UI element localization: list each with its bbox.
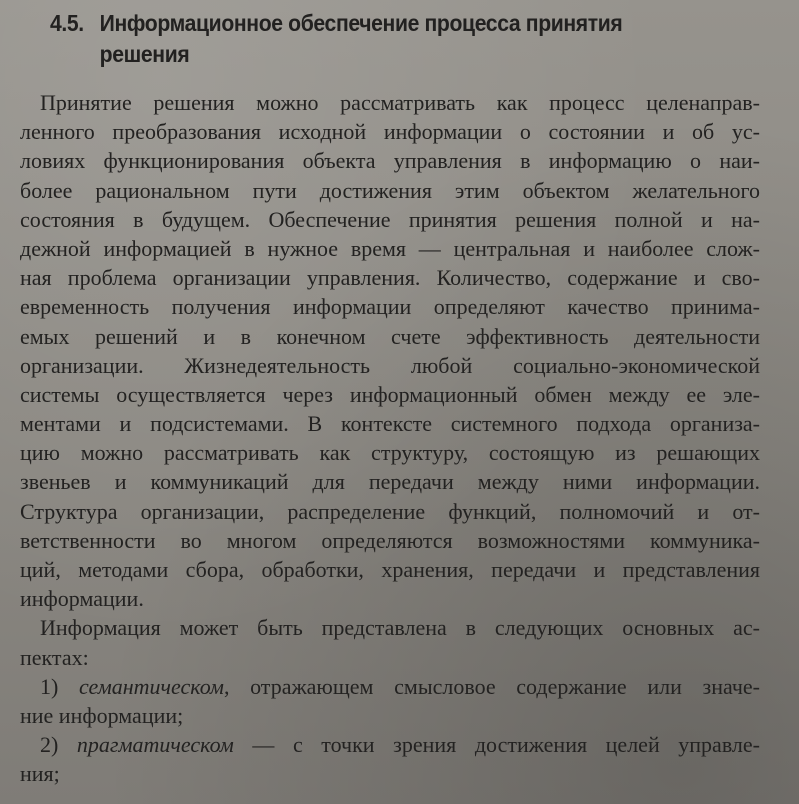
text-line: ментами и подсистемами. В контексте системного подхода организа- xyxy=(20,411,760,437)
text-line: ветственности во многом определяются возможностями коммуника- xyxy=(20,527,760,553)
text-line: звеньев и коммуникаций для передачи между ними информации. xyxy=(20,469,760,495)
section-title-line-1: Информационное обеспечение процесса принятия xyxy=(99,10,623,36)
list-item-pragmatic xyxy=(20,730,760,788)
body-text xyxy=(20,88,760,789)
text-line: ций, методами сбора, обработки, хранения, передачи и представления xyxy=(20,557,760,582)
list-term: семантическом xyxy=(79,673,224,699)
text-line: состояния в будущем. Обеспечение принятия решения полной и на- xyxy=(20,206,760,232)
section-title-line-2: решения xyxy=(99,41,190,67)
text-line: информации. xyxy=(20,586,144,612)
text-line: более рациональном пути достижения этим объектом желательного xyxy=(20,177,760,203)
text-line: дежной информацией в нужное время — центральная и наиболее слож- xyxy=(20,235,760,261)
list-marker: 1) xyxy=(40,673,59,699)
list-text: — с точки зрения достижения целей управле- xyxy=(233,732,760,758)
text-line: емых решений и в конечном счете эффективность деятельности xyxy=(20,323,760,349)
list-item-line xyxy=(20,730,760,759)
text-line: ния; xyxy=(20,761,60,787)
list-term: прагматическом xyxy=(76,732,234,758)
text-line: ленного преобразования исходной информации о состоянии и об ус- xyxy=(20,119,760,145)
text-line: Информация может быть представлена в следующих основных ас- xyxy=(40,615,760,641)
text-line: цию можно рассматривать как структуру, состоящую из решающих xyxy=(20,440,760,466)
paragraph-2 xyxy=(20,613,760,671)
list-marker: 2) xyxy=(40,732,59,758)
text-line: ловиях функционирования объекта управления в информацию о наи- xyxy=(20,148,760,174)
list-item-semantic xyxy=(20,672,760,730)
section-number: 4.5. xyxy=(50,10,84,36)
paragraph-1 xyxy=(20,88,760,613)
text-line: системы осуществляется через информационный обмен между ее эле- xyxy=(20,381,760,407)
list-text: , отражающем смысловое содержание или значе- xyxy=(223,673,761,699)
text-line: ние информации; xyxy=(20,702,184,728)
text-line: Принятие решения можно рассматривать как процесс целенаправ- xyxy=(40,90,760,115)
text-line: пектах: xyxy=(20,644,89,670)
text-line: Структура организации, распределение функций, полномочий и от- xyxy=(20,498,760,524)
text-line: организации. Жизнедеятельность любой социально-экономической xyxy=(20,352,760,378)
text-line: ная проблема организации управления. Количество, содержание и сво- xyxy=(20,265,760,291)
section-heading xyxy=(50,8,712,70)
text-line: евременность получения информации определяют качество принима- xyxy=(20,294,760,320)
list-item-line xyxy=(20,672,760,701)
